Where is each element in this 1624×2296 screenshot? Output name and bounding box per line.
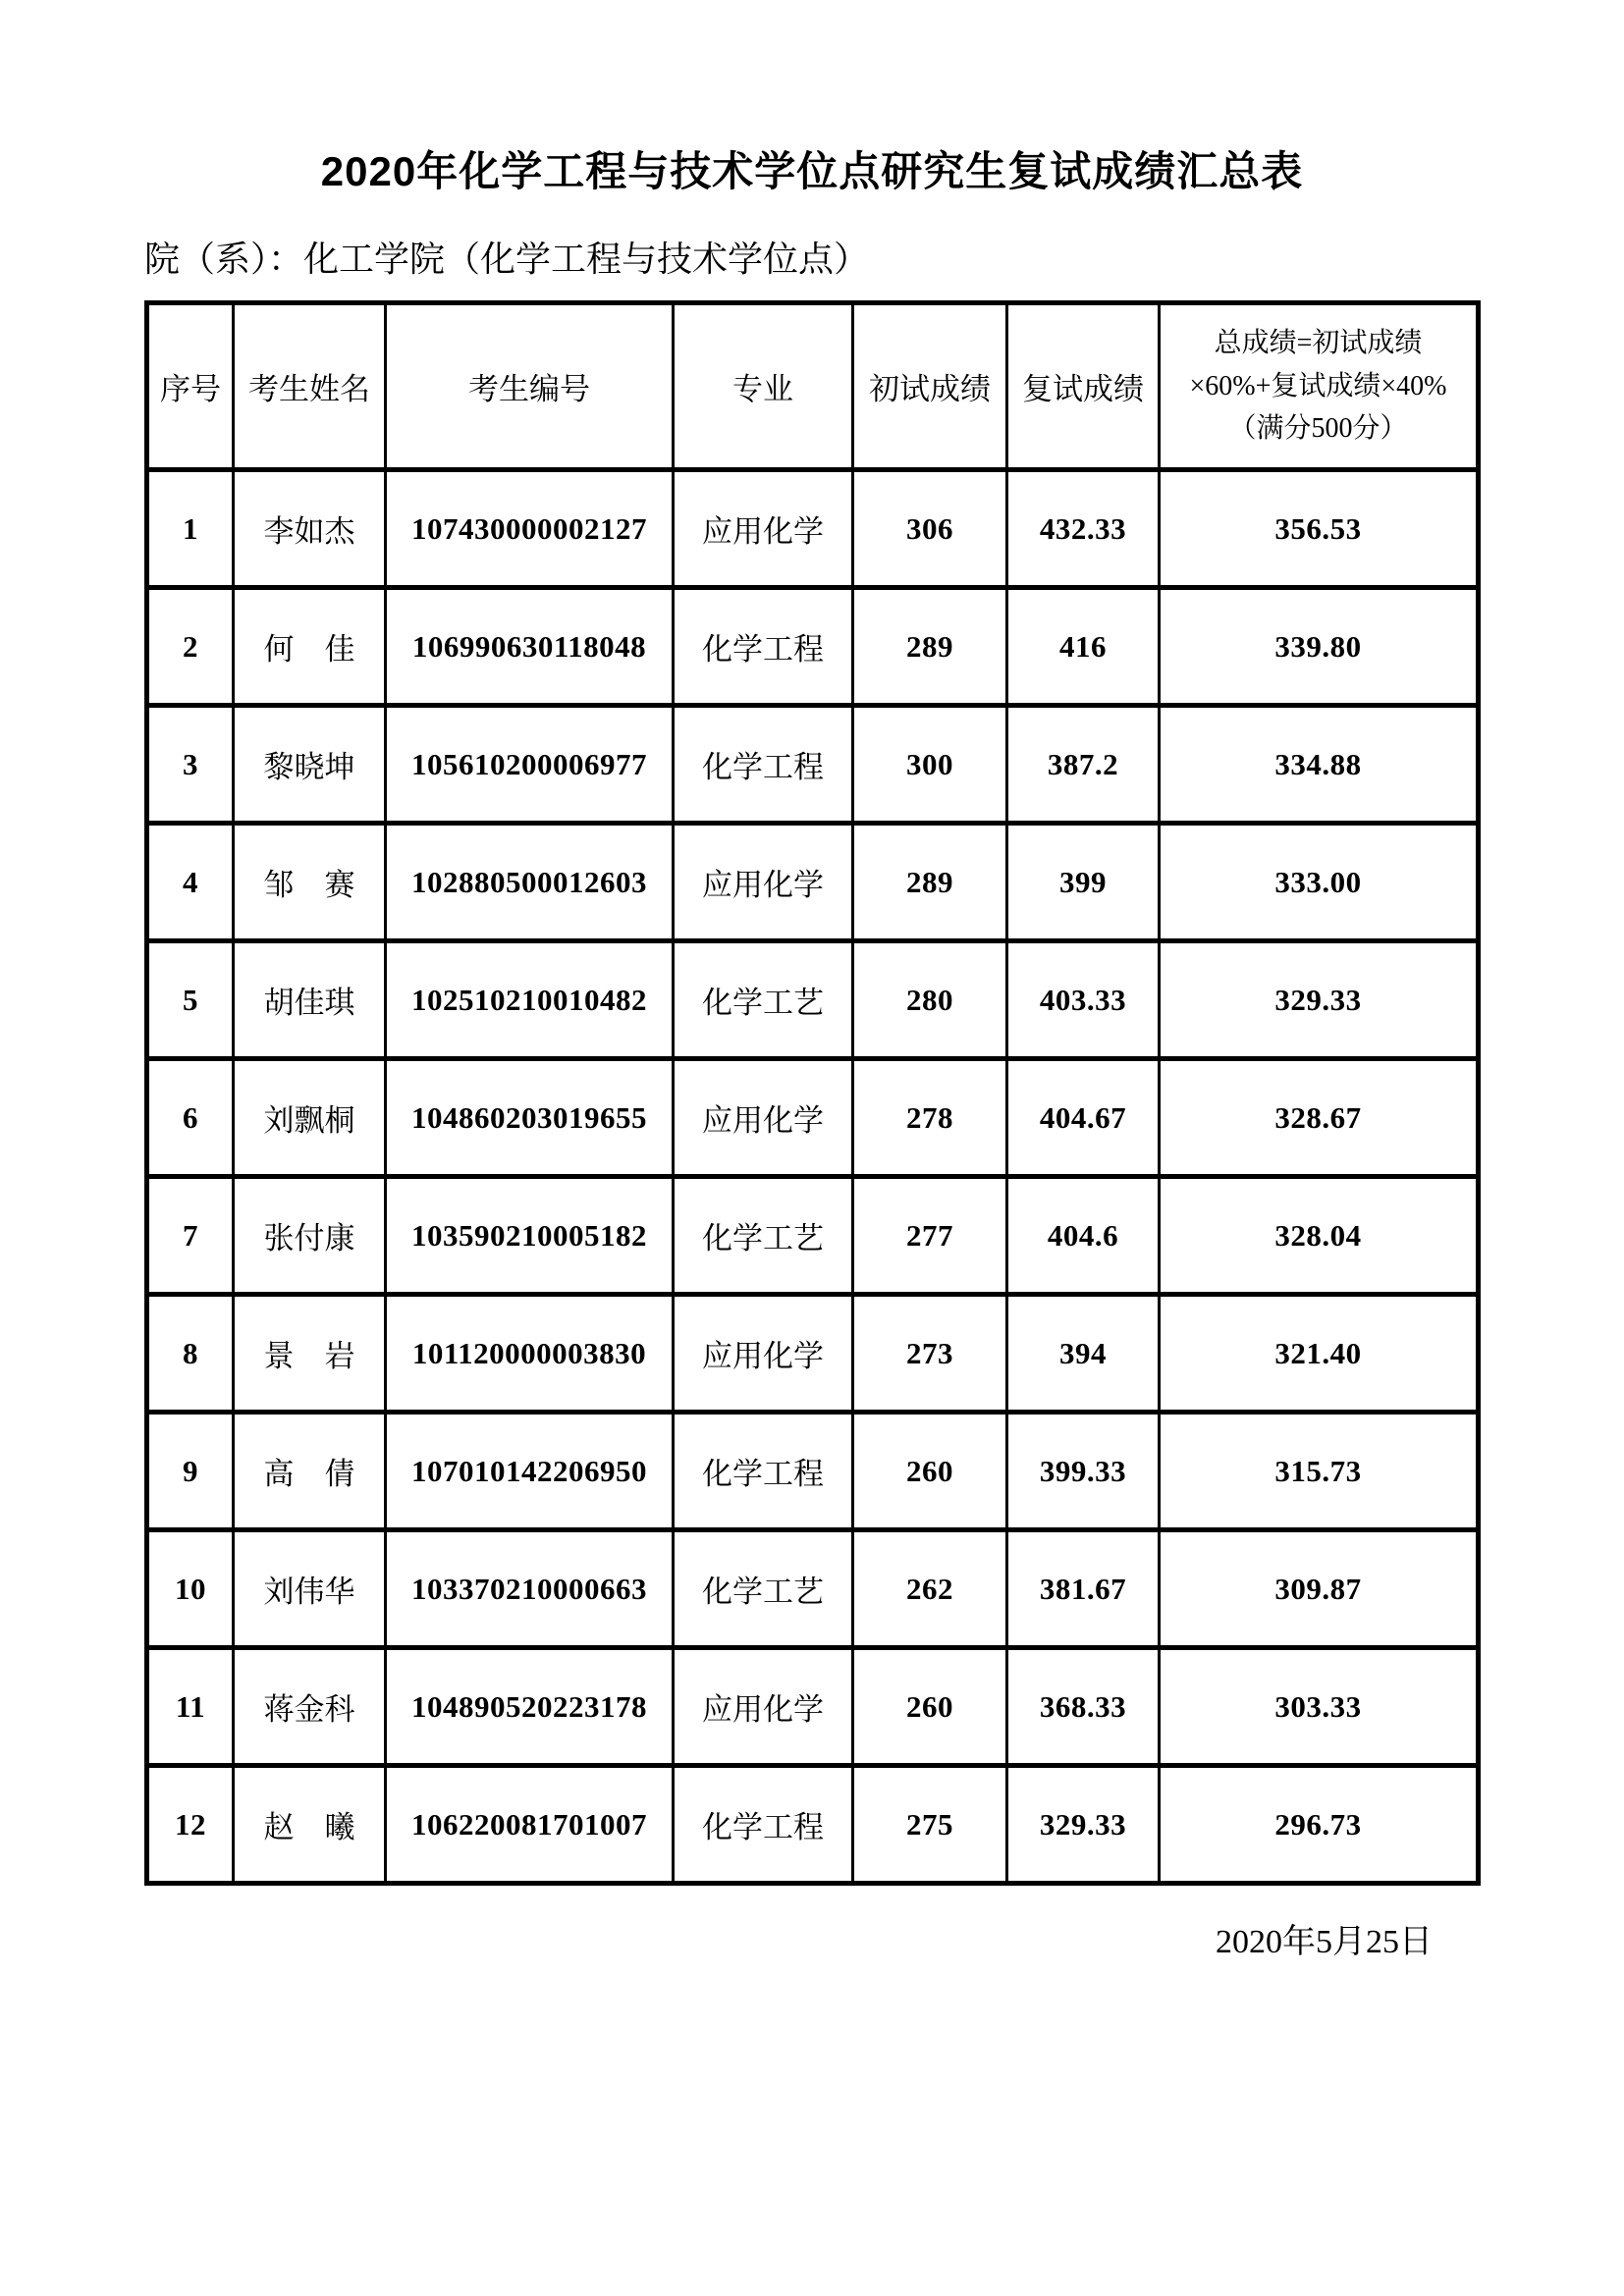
- cell-total-score: 321.40: [1160, 1295, 1479, 1413]
- cell-major: 应用化学: [674, 1295, 853, 1413]
- cell-retest-score: 387.2: [1007, 706, 1160, 824]
- cell-initial-score: 289: [853, 588, 1007, 706]
- cell-initial-score: 275: [853, 1766, 1007, 1884]
- cell-major: 化学工程: [674, 588, 853, 706]
- table-row: [147, 1413, 1479, 1530]
- cell-name: 何 佳: [234, 588, 386, 706]
- col-header-retest-score: 复试成绩: [1007, 303, 1160, 470]
- cell-major: 化学工艺: [674, 1530, 853, 1648]
- cell-name: 景 岩: [234, 1295, 386, 1413]
- page-title: 2020年化学工程与技术学位点研究生复试成绩汇总表: [320, 148, 1304, 194]
- cell-exam-no: 102510210010482: [386, 941, 674, 1059]
- cell-exam-no: 107010142206950: [386, 1413, 674, 1530]
- cell-initial-score: 277: [853, 1177, 1007, 1295]
- cell-exam-no: 106220081701007: [386, 1766, 674, 1884]
- cell-name: 蒋金科: [234, 1648, 386, 1766]
- cell-exam-no: 104890520223178: [386, 1648, 674, 1766]
- cell-seq: 7: [147, 1177, 234, 1295]
- col-header-name: 考生姓名: [234, 303, 386, 470]
- cell-retest-score: 404.67: [1007, 1059, 1160, 1177]
- cell-seq: 4: [147, 824, 234, 941]
- cell-retest-score: 329.33: [1007, 1766, 1160, 1884]
- col-header-seq: 序号: [147, 303, 234, 470]
- table-row: [147, 470, 1479, 588]
- cell-retest-score: 368.33: [1007, 1648, 1160, 1766]
- cell-major: 应用化学: [674, 1648, 853, 1766]
- cell-initial-score: 306: [853, 470, 1007, 588]
- cell-total-score: 315.73: [1160, 1413, 1479, 1530]
- cell-total-score: 303.33: [1160, 1648, 1479, 1766]
- cell-total-score: 296.73: [1160, 1766, 1479, 1884]
- col-header-exam-no: 考生编号: [386, 303, 674, 470]
- cell-name: 胡佳琪: [234, 941, 386, 1059]
- table-row: [147, 824, 1479, 941]
- cell-seq: 9: [147, 1413, 234, 1530]
- cell-seq: 6: [147, 1059, 234, 1177]
- col-header-total-score: 总成绩=初试成绩×60%+复试成绩×40%（满分500分）: [1160, 303, 1479, 470]
- cell-major: 应用化学: [674, 824, 853, 941]
- cell-seq: 10: [147, 1530, 234, 1648]
- cell-seq: 5: [147, 941, 234, 1059]
- col-header-major: 专业: [674, 303, 853, 470]
- col-header-initial-score: 初试成绩: [853, 303, 1007, 470]
- cell-retest-score: 404.6: [1007, 1177, 1160, 1295]
- cell-total-score: 309.87: [1160, 1530, 1479, 1648]
- cell-initial-score: 289: [853, 824, 1007, 941]
- cell-retest-score: 394: [1007, 1295, 1160, 1413]
- cell-name: 邹 赛: [234, 824, 386, 941]
- cell-exam-no: 101120000003830: [386, 1295, 674, 1413]
- cell-retest-score: 416: [1007, 588, 1160, 706]
- cell-exam-no: 103370210000663: [386, 1530, 674, 1648]
- cell-initial-score: 262: [853, 1530, 1007, 1648]
- table-row: [147, 1530, 1479, 1648]
- cell-total-score: 328.04: [1160, 1177, 1479, 1295]
- table-row: [147, 1766, 1479, 1884]
- cell-major: 化学工程: [674, 1766, 853, 1884]
- cell-initial-score: 260: [853, 1648, 1007, 1766]
- cell-retest-score: 381.67: [1007, 1530, 1160, 1648]
- cell-exam-no: 107430000002127: [386, 470, 674, 588]
- cell-seq: 1: [147, 470, 234, 588]
- cell-initial-score: 300: [853, 706, 1007, 824]
- cell-initial-score: 280: [853, 941, 1007, 1059]
- cell-major: 化学工程: [674, 1413, 853, 1530]
- cell-seq: 8: [147, 1295, 234, 1413]
- table-row: [147, 941, 1479, 1059]
- department-line: 院（系）：化工学院（化学工程与技术学位点）: [144, 240, 870, 279]
- cell-initial-score: 278: [853, 1059, 1007, 1177]
- table-row: [147, 1177, 1479, 1295]
- cell-retest-score: 399: [1007, 824, 1160, 941]
- cell-total-score: 328.67: [1160, 1059, 1479, 1177]
- cell-total-score: 333.00: [1160, 824, 1479, 941]
- cell-name: 刘伟华: [234, 1530, 386, 1648]
- table-row: [147, 588, 1479, 706]
- cell-seq: 2: [147, 588, 234, 706]
- cell-major: 化学工程: [674, 706, 853, 824]
- cell-seq: 12: [147, 1766, 234, 1884]
- cell-exam-no: 102880500012603: [386, 824, 674, 941]
- cell-name: 高 倩: [234, 1413, 386, 1530]
- cell-exam-no: 103590210005182: [386, 1177, 674, 1295]
- cell-name: 赵 曦: [234, 1766, 386, 1884]
- cell-exam-no: 104860203019655: [386, 1059, 674, 1177]
- cell-major: 应用化学: [674, 1059, 853, 1177]
- table-row: [147, 1295, 1479, 1413]
- cell-initial-score: 273: [853, 1295, 1007, 1413]
- cell-seq: 11: [147, 1648, 234, 1766]
- table-row: [147, 706, 1479, 824]
- cell-total-score: 356.53: [1160, 470, 1479, 588]
- cell-retest-score: 432.33: [1007, 470, 1160, 588]
- cell-major: 化学工艺: [674, 1177, 853, 1295]
- cell-total-score: 339.80: [1160, 588, 1479, 706]
- cell-name: 张付康: [234, 1177, 386, 1295]
- cell-exam-no: 106990630118048: [386, 588, 674, 706]
- cell-total-score: 334.88: [1160, 706, 1479, 824]
- header-row: [147, 303, 1479, 470]
- document-date: 2020年5月25日: [1216, 1924, 1433, 1960]
- cell-major: 化学工艺: [674, 941, 853, 1059]
- cell-seq: 3: [147, 706, 234, 824]
- cell-name: 黎晓坤: [234, 706, 386, 824]
- cell-total-score: 329.33: [1160, 941, 1479, 1059]
- score-table: [144, 300, 1481, 1886]
- table-row: [147, 1059, 1479, 1177]
- cell-name: 刘飘桐: [234, 1059, 386, 1177]
- cell-retest-score: 403.33: [1007, 941, 1160, 1059]
- table-row: [147, 1648, 1479, 1766]
- cell-initial-score: 260: [853, 1413, 1007, 1530]
- cell-exam-no: 105610200006977: [386, 706, 674, 824]
- cell-name: 李如杰: [234, 470, 386, 588]
- cell-major: 应用化学: [674, 470, 853, 588]
- cell-retest-score: 399.33: [1007, 1413, 1160, 1530]
